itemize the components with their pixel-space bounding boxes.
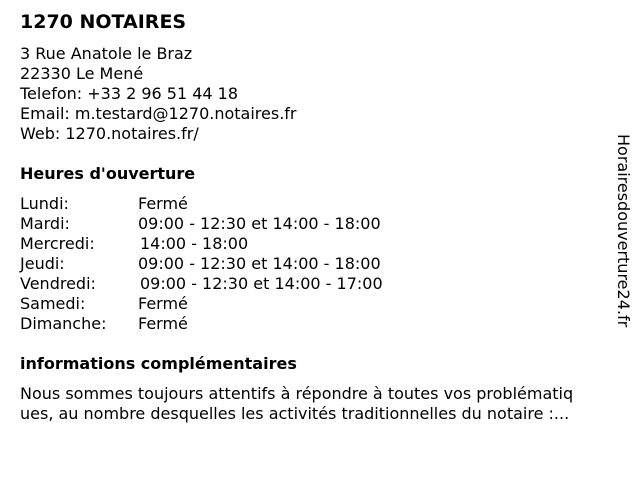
- day-hours: 09:00 - 12:30 et 14:00 - 18:00: [138, 214, 381, 233]
- day-label: Dimanche:: [20, 314, 107, 333]
- day-hours: 09:00 - 12:30 et 14:00 - 18:00: [138, 254, 381, 273]
- street-address: 3 Rue Anatole le Braz: [20, 44, 193, 63]
- day-hours: Fermé: [138, 294, 188, 313]
- hours-heading: Heures d'ouverture: [20, 164, 196, 183]
- day-hours: Fermé: [138, 194, 188, 213]
- description-line: ues, au nombre desquelles les activités traditionnelles du notaire :...: [20, 404, 570, 423]
- email-address: Email: m.testard@1270.notaires.fr: [20, 104, 297, 123]
- address-block: [20, 44, 296, 144]
- day-label: Samedi:: [20, 294, 86, 313]
- site-watermark: Horairesdouverture24.fr: [614, 134, 633, 328]
- day-label: Jeudi:: [20, 254, 65, 273]
- phone-number: Telefon: +33 2 96 51 44 18: [20, 84, 239, 103]
- website: Web: 1270.notaires.fr/: [20, 124, 199, 143]
- day-hours: 14:00 - 18:00: [140, 234, 249, 253]
- day-label: Mardi:: [20, 214, 70, 233]
- day-hours: 09:00 - 12:30 et 14:00 - 17:00: [140, 274, 383, 293]
- postal-city: 22330 Le Mené: [20, 64, 144, 83]
- description-line: Nous sommes toujours attentifs à répondre à toutes vos problématiq: [20, 384, 574, 403]
- info-heading: informations complémentaires: [20, 354, 297, 373]
- day-label: Mercredi:: [20, 234, 95, 253]
- business-name: 1270 NOTAIRES: [20, 11, 187, 33]
- description-text: [20, 384, 620, 424]
- day-label: Lundi:: [20, 194, 69, 213]
- day-label: Vendredi:: [20, 274, 96, 293]
- day-hours: Fermé: [138, 314, 188, 333]
